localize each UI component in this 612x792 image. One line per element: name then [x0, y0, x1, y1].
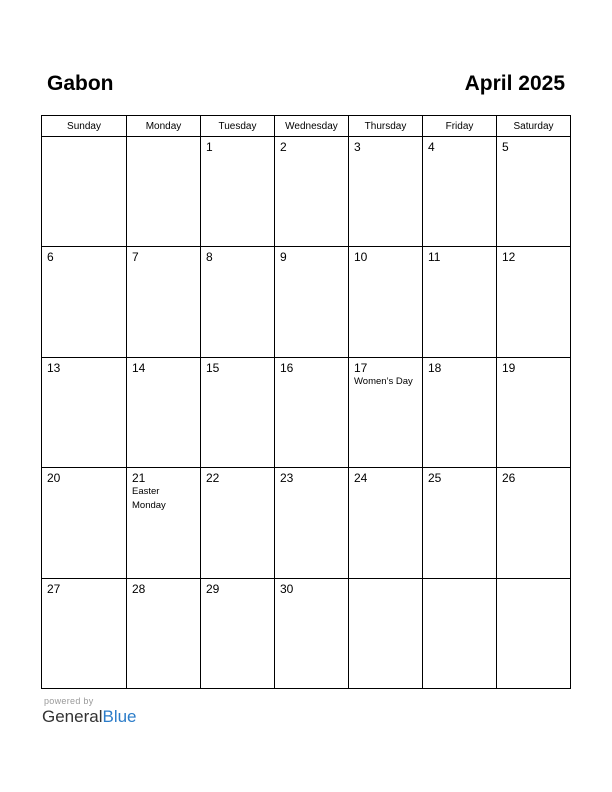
day-cell — [275, 247, 349, 357]
day-cell — [127, 247, 201, 357]
brand-name-part1: General — [42, 707, 103, 726]
weekday-thursday: Thursday — [349, 116, 423, 137]
day-cell — [201, 579, 275, 689]
holiday-label: Women’s Day — [354, 375, 413, 387]
weekday-friday: Friday — [423, 116, 497, 137]
day-cell — [127, 358, 201, 468]
day-number: 23 — [280, 471, 294, 486]
day-cell — [423, 137, 497, 247]
brand-logo[interactable] — [42, 707, 137, 727]
day-cell — [497, 137, 571, 247]
day-number: 14 — [132, 360, 146, 375]
day-number: 21 — [132, 471, 146, 486]
day-number: 5 — [502, 140, 509, 154]
day-number: 18 — [428, 360, 442, 375]
weekday-tuesday: Tuesday — [201, 116, 275, 137]
day-cell-holiday — [127, 468, 201, 578]
weekday-saturday: Saturday — [497, 116, 571, 137]
day-number: 27 — [47, 581, 61, 596]
day-cell — [497, 247, 571, 357]
day-cell — [42, 137, 127, 247]
weekday-monday: Monday — [127, 116, 201, 137]
day-cell-holiday — [349, 358, 423, 468]
holiday-label: Easter Monday — [132, 486, 166, 512]
day-number: 12 — [502, 250, 516, 265]
day-number: 19 — [502, 360, 516, 375]
day-number: 11 — [428, 250, 441, 265]
day-cell — [42, 247, 127, 357]
weekday-header-row — [42, 116, 571, 137]
month-year-title: April 2025 — [464, 72, 565, 95]
weekday-sunday: Sunday — [42, 116, 127, 137]
day-number: 1 — [206, 140, 213, 154]
day-cell — [423, 468, 497, 578]
day-cell — [423, 358, 497, 468]
day-cell — [349, 137, 423, 247]
day-number: 28 — [132, 581, 146, 596]
day-number: 20 — [47, 471, 61, 486]
week-row — [42, 247, 571, 357]
day-cell — [497, 358, 571, 468]
week-row — [42, 358, 571, 468]
weekday-wednesday: Wednesday — [275, 116, 349, 137]
day-number: 9 — [280, 250, 287, 265]
day-number: 29 — [206, 581, 220, 596]
day-number: 30 — [280, 581, 294, 596]
day-number: 6 — [47, 250, 54, 265]
day-cell — [42, 358, 127, 468]
calendar-grid — [41, 115, 571, 689]
day-cell — [127, 579, 201, 689]
day-cell — [275, 468, 349, 578]
country-title: Gabon — [47, 72, 114, 95]
day-number: 10 — [354, 250, 368, 265]
day-cell — [201, 468, 275, 578]
day-cell — [42, 468, 127, 578]
day-cell — [201, 358, 275, 468]
day-number: 4 — [428, 140, 435, 154]
day-number: 24 — [354, 471, 368, 486]
day-cell — [497, 468, 571, 578]
week-row — [42, 468, 571, 578]
day-number: 17 — [354, 360, 368, 375]
day-number: 15 — [206, 360, 220, 375]
day-cell-empty — [497, 579, 571, 689]
day-cell — [275, 358, 349, 468]
day-number: 2 — [280, 140, 287, 154]
day-cell — [201, 247, 275, 357]
day-number: 13 — [47, 360, 61, 375]
powered-by-text: powered by — [44, 696, 94, 706]
day-number: 7 — [132, 250, 139, 265]
day-cell-empty — [349, 579, 423, 689]
day-number: 26 — [502, 471, 516, 486]
footer-branding — [42, 696, 137, 727]
brand-name-part2: Blue — [102, 707, 137, 726]
day-cell — [127, 137, 201, 247]
week-row — [42, 137, 571, 247]
day-number: 3 — [354, 140, 361, 154]
day-cell — [349, 247, 423, 357]
day-cell — [201, 137, 275, 247]
day-number: 22 — [206, 471, 220, 486]
day-cell — [349, 468, 423, 578]
day-cell-empty — [423, 579, 497, 689]
day-cell — [42, 579, 127, 689]
day-number: 8 — [206, 250, 213, 265]
day-cell — [275, 137, 349, 247]
day-number: 16 — [280, 360, 294, 375]
day-cell — [423, 247, 497, 357]
day-number: 25 — [428, 471, 442, 486]
week-row — [42, 579, 571, 689]
day-cell — [275, 579, 349, 689]
